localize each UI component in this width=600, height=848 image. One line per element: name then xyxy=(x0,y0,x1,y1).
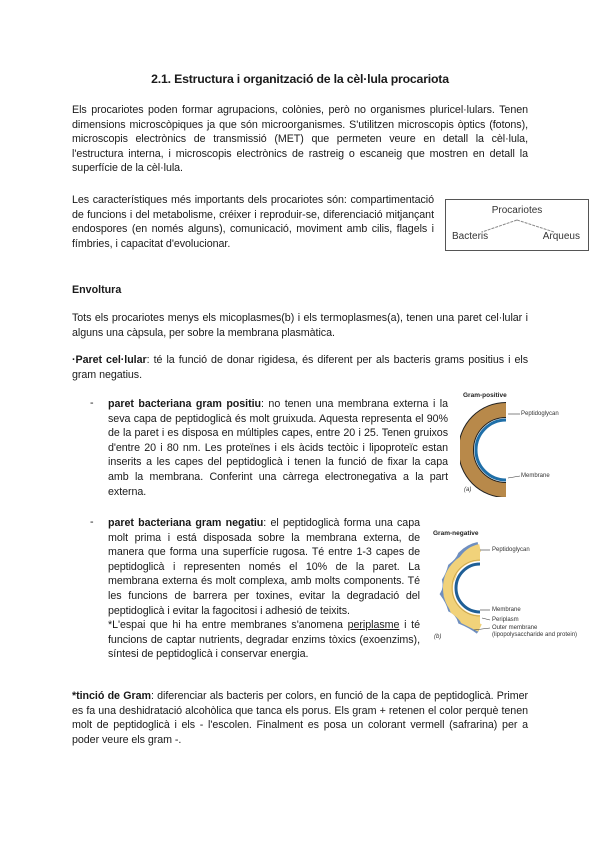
diagram-right-label: Arqueus xyxy=(542,231,580,242)
bullet-label: paret bacteriana gram negatiu xyxy=(108,517,264,529)
bullet-label: paret bacteriana gram positiu xyxy=(108,398,261,410)
figure-label: Membrane xyxy=(492,607,521,613)
note-prefix: *L'espai que hi ha entre membranes s'anomena xyxy=(108,619,348,632)
bullet-marker: - xyxy=(90,516,94,528)
envoltura-paragraph: Tots els procariotes menys els micoplasmes(b) i els termoplasmes(a), tenen una paret cel·lular i alguns una càpsula, per sobre la membrana plasmàtica. xyxy=(72,312,528,339)
figure-title: Gram-negative xyxy=(433,530,479,537)
figure-label: Peptidoglycan xyxy=(492,547,530,553)
intro-paragraph: Els procariotes poden formar agrupacions, colònies, però no organismes pluricel·lulars. Tenen dimensions microscòpiques ja que són microorganismes. S'utilitzen microscopis òptics (fotons), microscopis electrònics de transmissió (MET) que permeten veure en detall la cèl·lula, l'estructura interna, i microscopis electrònics de rastreig o escaneig que mostren en detall la superfície de la cèl·lula. xyxy=(72,104,528,175)
figure-label: Periplasm xyxy=(492,617,519,623)
bullet-text: : el peptidoglicà forma una capa molt prima i está disposada sobre la membrana externa, de manera que forma una superfície rugosa. Té entre 1-3 capes de peptidoglicà i representen només el 10% de la paret. La membrana externa és molt complexa, amb molts components. Té les funcions de barrera per toxines, evitar la degradació del peptidoglicà i evitar la fagocitosi i adhesió de teixits. xyxy=(108,517,420,617)
figure-label: Outer membrane xyxy=(492,625,538,631)
gram-stain-label: *tinció de Gram xyxy=(72,690,151,702)
gram-negative-figure xyxy=(430,530,600,642)
periplasm-term: periplasme xyxy=(347,619,400,632)
characteristics-paragraph: Les característiques més importants dels procariotes són: compartimentació de funcions i del metabolisme, créixer i reproduir-se, diferenciació mitjançant endospores (en només alguns), comunicació, moviment amb cilis, flagels i fímbries, i capacitat d'evolucionar. xyxy=(72,194,434,250)
paret-label: ·Paret cel·lular xyxy=(72,354,147,366)
paret-paragraph xyxy=(72,353,528,382)
gram-positive-figure xyxy=(460,392,590,497)
diagram-left-label: Bacteris xyxy=(452,231,489,242)
page-title: 2.1. Estructura i organització de la cèl·lula procariota xyxy=(151,72,449,86)
bullet-marker: - xyxy=(90,397,94,409)
note-suffix: i té funcions de captar nutrients, degradar enzims tòxics (exoenzims), síntesi de peptidoglicà i conservar energia. xyxy=(108,619,420,661)
figure-label: Peptidoglycan xyxy=(521,411,559,417)
bullet-gram-positive xyxy=(108,397,448,499)
classification-diagram xyxy=(445,199,589,251)
figure-label: Membrane xyxy=(521,473,550,479)
gram-positive-wall-icon xyxy=(460,392,590,497)
paret-text: : té la funció de donar rigidesa, és diferent per als bacteris grams positius i els gram negatius. xyxy=(72,354,528,381)
figure-label: (lipopolysaccharide and protein) xyxy=(492,632,578,638)
diagram-root-label: Procariotes xyxy=(491,205,543,216)
figure-panel-label: (b) xyxy=(434,634,442,640)
figure-title: Gram-positive xyxy=(463,392,507,399)
gram-stain-text: : diferenciar als bacteris per colors, en funció de la capa de peptidoglicà. Primer es fa una deshidratació alcohòlica que tanca els porus. Els gram + retenen el color perquè tenen molt de peptidoglicà i els - l'escolen. Finalment es posa un colorant vermell (safrarina) per a poder veure els gram -. xyxy=(72,690,528,746)
figure-panel-label: (a) xyxy=(464,487,472,493)
gram-stain-paragraph xyxy=(72,689,528,747)
bullet-text: : no tenen una membrana externa i la seva capa de peptidoglicà és molt gruixuda. Aquesta representa el 90% de la paret i es disposa en múltiples capes, entre 20 i 25. Tenen gruixos d'entre 20 i 80 nm. Les proteïnes i els àcids tectòic i lipoproteïc estan inserits a les capes del peptidoglicà i tenen la funció de fixar la capa amb la membrana. Conferint una càrrega electronegativa a la part externa. xyxy=(108,398,448,498)
bullet-gram-negative xyxy=(108,516,420,662)
section-heading: Envoltura xyxy=(72,284,122,296)
